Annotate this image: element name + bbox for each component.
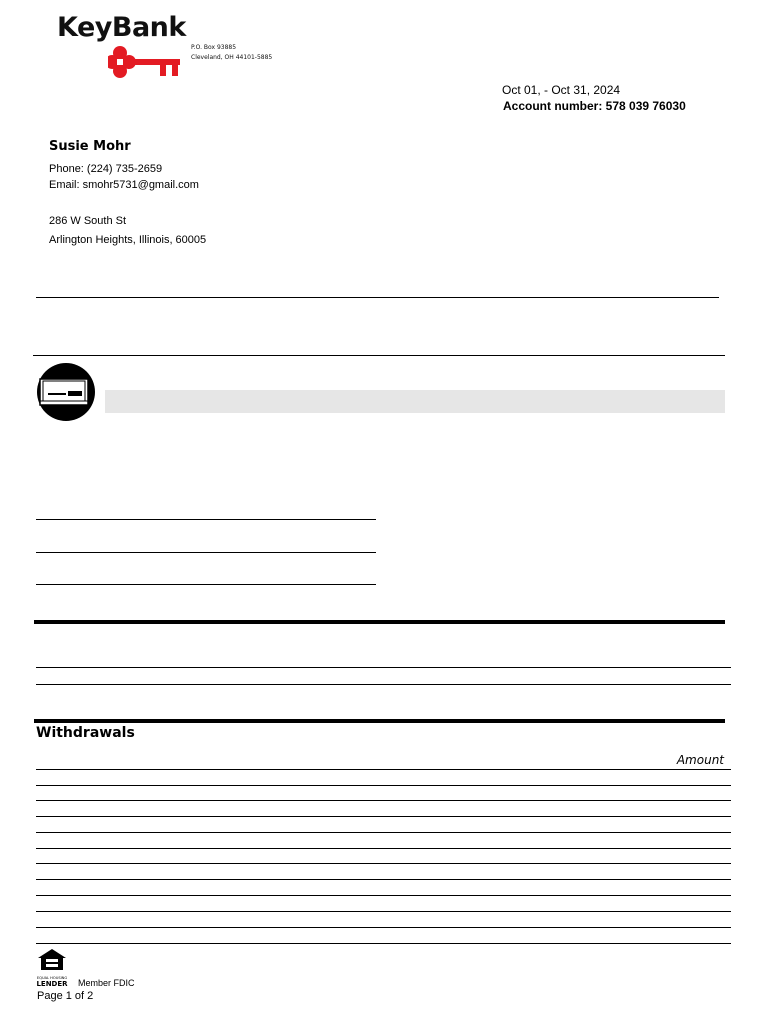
bank-address-line2: Cleveland, OH 44101-5885 [191, 54, 273, 61]
account-number: Account number: 578 039 76030 [503, 99, 686, 113]
table-row [36, 769, 731, 770]
table-row [36, 816, 731, 817]
table-row [36, 800, 731, 801]
table-row [36, 895, 731, 896]
table-row [36, 943, 731, 944]
summary-line [36, 584, 376, 585]
table-row [36, 863, 731, 864]
member-fdic: Member FDIC [78, 978, 135, 988]
summary-line [36, 519, 376, 520]
bank-address-line1: P.O. Box 93885 [191, 44, 237, 51]
page-number: Page 1 of 2 [37, 990, 94, 1002]
withdrawals-title: Withdrawals [36, 725, 135, 741]
svg-text:EQUAL HOUSING: EQUAL HOUSING [36, 976, 68, 980]
table-row [36, 832, 731, 833]
customer-name: Susie Mohr [49, 139, 131, 154]
svg-text:LENDER: LENDER [36, 980, 68, 988]
table-row [36, 911, 731, 912]
section-divider [34, 719, 725, 723]
equal-housing-lender-icon [36, 948, 68, 992]
summary-line [36, 552, 376, 553]
amount-column-header: Amount [676, 753, 724, 767]
customer-phone: Phone: (224) 735-2659 [49, 163, 163, 175]
table-line [36, 667, 731, 668]
statement-period: Oct 01, - Oct 31, 2024 [502, 83, 621, 97]
customer-street: 286 W South St [49, 215, 127, 227]
table-line [36, 684, 731, 685]
table-row [36, 879, 731, 880]
check-icon [36, 361, 96, 423]
table-row [36, 785, 731, 786]
table-row [36, 927, 731, 928]
bank-logo-wordmark: KeyBank [57, 12, 186, 43]
divider [36, 297, 719, 298]
table-row [36, 848, 731, 849]
section-divider [34, 620, 725, 624]
bank-address [191, 43, 272, 63]
customer-email: Email: smohr5731@gmail.com [49, 179, 199, 191]
summary-bar [105, 390, 725, 413]
divider [33, 355, 725, 356]
customer-city-state-zip: Arlington Heights, Illinois, 60005 [49, 234, 207, 246]
key-logo-icon [108, 44, 184, 84]
